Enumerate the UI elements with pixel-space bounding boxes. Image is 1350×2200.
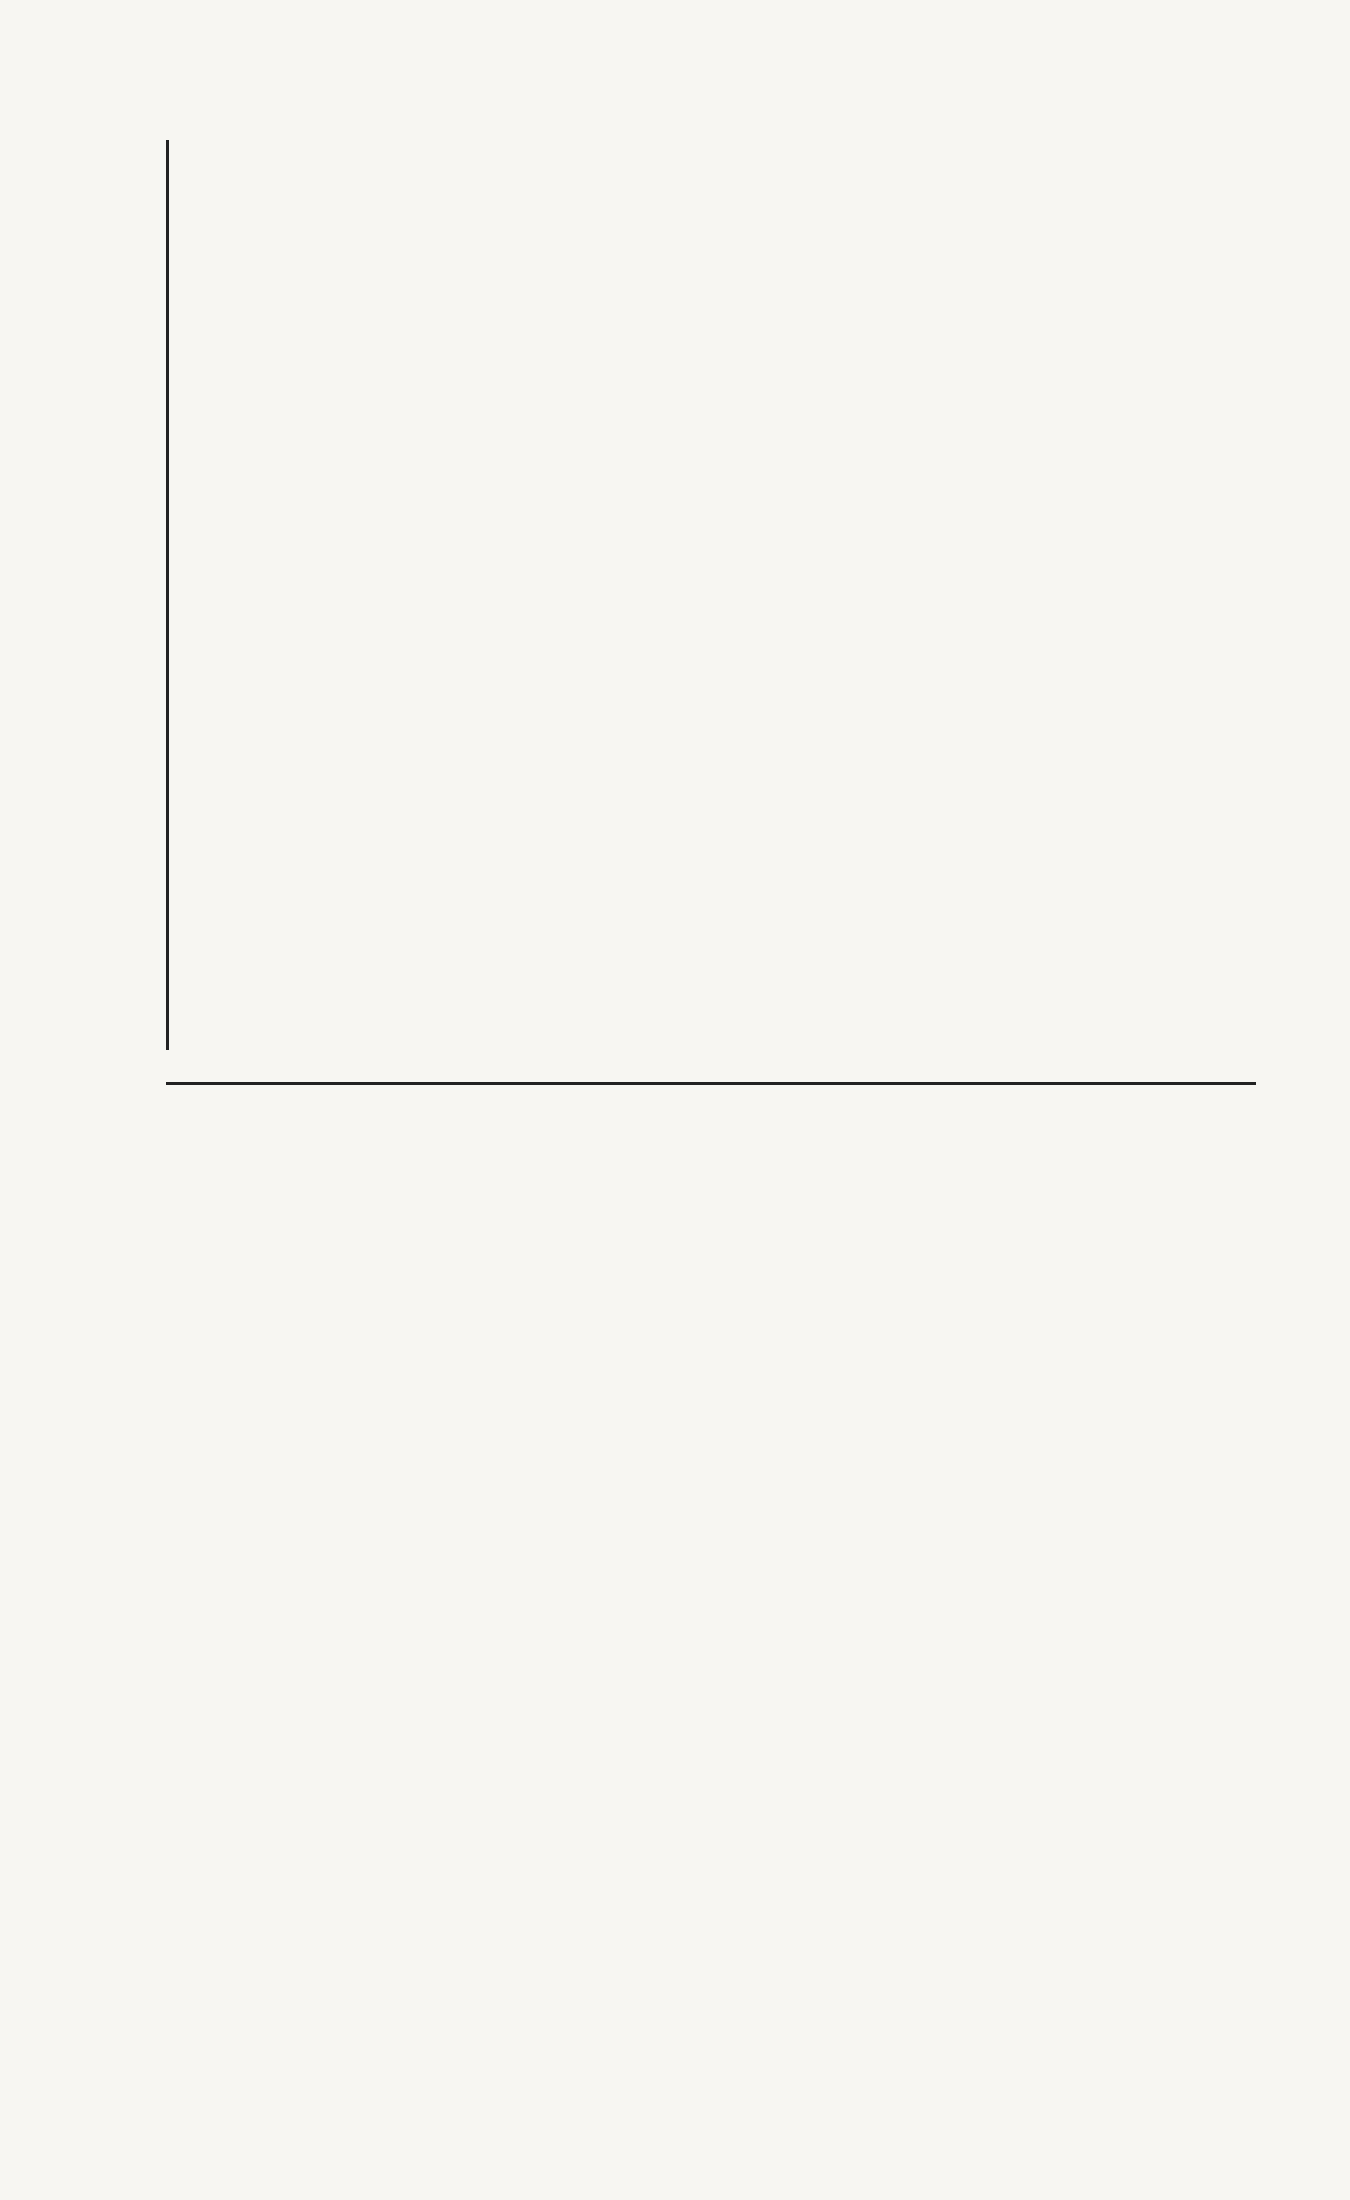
vertical-rule xyxy=(166,140,169,1050)
watermark xyxy=(690,1095,1130,1235)
horizontal-rule xyxy=(166,1082,1256,1085)
